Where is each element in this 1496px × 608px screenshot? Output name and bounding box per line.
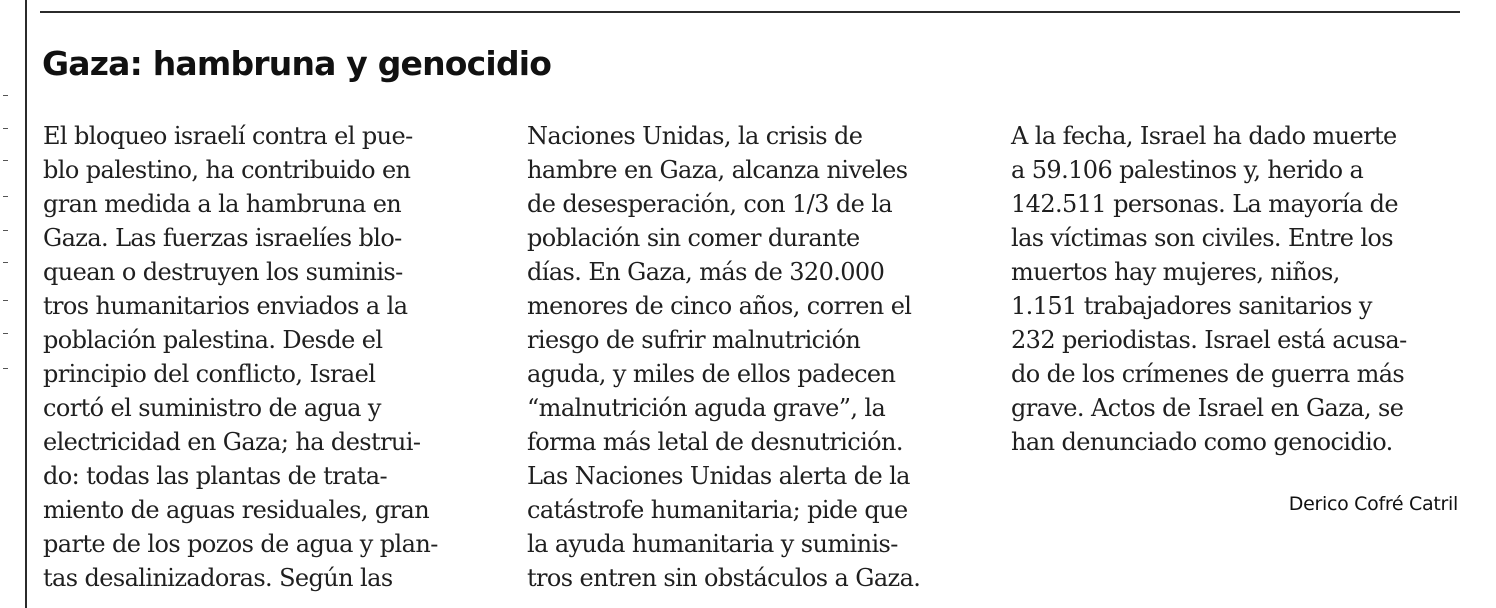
text-line: riesgo de sufrir malnutrición <box>527 326 861 354</box>
text-line: las víctimas son civiles. Entre los <box>1011 224 1393 252</box>
text-line: catástrofe humanitaria; pide que <box>527 496 908 524</box>
text-line: a 59.106 palestinos y, herido a <box>1011 156 1364 184</box>
headline: Gaza: hambruna y genocidio <box>42 44 552 83</box>
text-line: menores de cinco años, corren el <box>527 292 912 320</box>
text-line: miento de aguas residuales, gran <box>43 496 430 524</box>
text-line: Las Naciones Unidas alerta de la <box>527 462 910 490</box>
text-line: aguda, y miles de ellos padecen <box>527 360 896 388</box>
text-line: Naciones Unidas, la crisis de <box>527 122 863 150</box>
text-line: forma más letal de desnutrición. <box>527 428 903 456</box>
text-line: han denunciado como genocidio. <box>1011 428 1393 456</box>
text-line: días. En Gaza, más de 320.000 <box>527 258 885 286</box>
text-line: muertos hay mujeres, niños, <box>1011 258 1340 286</box>
text-line: la ayuda humanitaria y suminis- <box>527 530 898 558</box>
text-line: principio del conflicto, Israel <box>43 360 376 388</box>
article-column-1 <box>43 119 503 595</box>
text-line: de desesperación, con 1/3 de la <box>527 190 893 218</box>
top-rule <box>40 11 1460 13</box>
text-line: 232 periodistas. Israel está acusa- <box>1011 326 1407 354</box>
left-column-rule <box>25 0 27 608</box>
text-line: 1.151 trabajadores sanitarios y <box>1011 292 1372 320</box>
text-line: población palestina. Desde el <box>43 326 383 354</box>
text-line: hambre en Gaza, alcanza niveles <box>527 156 908 184</box>
text-line: grave. Actos de Israel en Gaza, se <box>1011 394 1404 422</box>
text-line: quean o destruyen los suminis- <box>43 258 403 286</box>
text-line: Gaza. Las fuerzas israelíes blo- <box>43 224 402 252</box>
text-line: tros entren sin obstáculos a Gaza. <box>527 564 921 592</box>
text-line: electricidad en Gaza; ha destrui- <box>43 428 421 456</box>
text-line: do de los crímenes de guerra más <box>1011 360 1405 388</box>
article-column-2 <box>527 119 987 595</box>
text-line: gran medida a la hambruna en <box>43 190 402 218</box>
text-line: tas desalinizadoras. Según las <box>43 564 393 592</box>
text-line: do: todas las plantas de trata- <box>43 462 387 490</box>
text-line: cortó el suministro de agua y <box>43 394 381 422</box>
text-line: población sin comer durante <box>527 224 860 252</box>
article-column-3 <box>1011 119 1471 459</box>
text-line: 142.511 personas. La mayoría de <box>1011 190 1399 218</box>
author-byline: Derico Cofré Catril <box>1288 493 1458 515</box>
text-line: blo palestino, ha contribuido en <box>43 156 411 184</box>
text-line: El bloqueo israelí contra el pue- <box>43 122 413 150</box>
text-line: “malnutrición aguda grave”, la <box>527 394 886 422</box>
text-line: tros humanitarios enviados a la <box>43 292 408 320</box>
text-line: parte de los pozos de agua y plan- <box>43 530 438 558</box>
text-line: A la fecha, Israel ha dado muerte <box>1011 122 1397 150</box>
